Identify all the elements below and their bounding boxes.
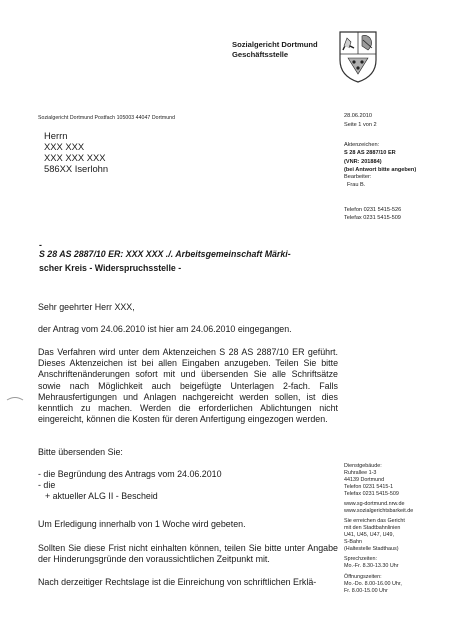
transit-line-4: S-Bahn (344, 539, 362, 545)
letter-date: 28.06.2010 (344, 113, 372, 119)
address-name: XXX XXX (44, 141, 85, 152)
address-city: 586XX Iserlohn (44, 163, 109, 174)
building-city: 44139 Dortmund (344, 477, 385, 483)
paragraph-procedure: Das Verfahren wird unter dem Aktenzeichen S 28 AS 2887/10 ER geführt. Dieses Aktenzeichen ist bei allen Eingaben anzugeben. Teilen Sie bitte Anschriftenänderungen sofort mit und übersenden Sie alle Schriftsätze sowie nach Möglichkeit auch beigefügte Unterlagen 2-fach. Falls Mehrausfertigungen und Anlagen nachgereicht werden sollen, ist dies kenntlich zu machen. Werden die erforderlichen Ablichtungen nicht eingereicht, können die Kosten für deren Anfertigung eingezogen werden. (38, 347, 338, 425)
page-number: Seite 1 von 2 (344, 122, 377, 128)
subject-dash: - (39, 240, 42, 250)
subject-line-1: S 28 AS 2887/10 ER: XXX XXX ./. Arbeitsgemeinschaft Märki- (39, 249, 291, 259)
vnr-number: (VNR: 201884) (344, 159, 382, 165)
transit-label: Sie erreichen das Gericht (344, 518, 405, 524)
file-number: S 28 AS 2887/10 ER (344, 150, 396, 156)
building-label: Dienstgebäude: (344, 463, 382, 469)
consultation-label: Sprechzeiten: (344, 556, 377, 562)
address-street: XXX XXX XXX (44, 152, 106, 163)
file-number-label: Aktenzeichen: (344, 142, 380, 148)
fax-number: Telefax 0231 5415-509 (344, 215, 401, 221)
recipient-address (44, 130, 108, 174)
paragraph-receipt: der Antrag vom 24.06.2010 ist hier am 24.06.2010 eingegangen. (38, 324, 292, 334)
opening-label: Öffnungszeiten: (344, 574, 382, 580)
court-phone: Telefon 0231 5415-1 (344, 484, 394, 490)
court-header (232, 40, 318, 60)
transit-line-5: (Haltestelle Stadthaus) (344, 546, 399, 552)
building-street: Ruhrallee 1-3 (344, 470, 377, 476)
opening-hours-2: Fr. 8.00-15.00 Uhr (344, 588, 388, 594)
request-item-1: - die Begründung des Antrags vom 24.06.2010 (38, 469, 222, 479)
clerk-label: Bearbeiter: (344, 174, 372, 180)
paragraph-deadline: Um Erledigung innerhalb von 1 Woche wird gebeten. (38, 519, 246, 529)
sender-line: Sozialgericht Dortmund Postfach 105003 44047 Dortmund (38, 115, 176, 121)
fold-mark-icon (6, 395, 24, 401)
phone-number: Telefon 0231 5415-526 (344, 207, 402, 213)
nrw-coat-of-arms-icon (336, 30, 380, 84)
court-department: Geschäftsstelle (232, 50, 289, 59)
paragraph-request: Bitte übersenden Sie: (38, 447, 123, 457)
salutation: Sehr geehrter Herr XXX, (38, 302, 135, 312)
request-item-3: + aktueller ALG II - Bescheid (45, 491, 158, 501)
court-fax: Telefax 0231 5415-509 (344, 491, 399, 497)
court-website-2: www.sozialgerichtsbarkeit.de (344, 508, 414, 514)
clerk-name: Frau B. (347, 182, 366, 188)
transit-line-2: mit den Stadtbahnlinien (344, 525, 401, 531)
court-name: Sozialgericht Dortmund (232, 40, 318, 49)
request-item-2: - die (38, 480, 56, 490)
paragraph-legal: Nach derzeitiger Rechtslage ist die Einreichung von schriftlichen Erklä- (38, 577, 317, 587)
consultation-hours: Mo.-Fr. 8.30-13.30 Uhr (344, 563, 399, 569)
address-salutation: Herrn (44, 130, 68, 141)
opening-hours-1: Mo.-Do. 8.00-16.00 Uhr, (344, 581, 402, 587)
reference-note: (bei Antwort bitte angeben) (344, 167, 417, 173)
paragraph-extension: Sollten Sie diese Frist nicht einhalten können, teilen Sie bitte unter Angabe der Hinderungsgründe den voraussichtlichen Zeitpunkt mit. (38, 543, 338, 565)
subject-line-2: scher Kreis - Widerspruchsstelle - (39, 263, 182, 273)
transit-line-3: U41, U45, U47, U49, (344, 532, 395, 538)
court-website-1: www.sg-dortmund.nrw.de (344, 501, 405, 507)
